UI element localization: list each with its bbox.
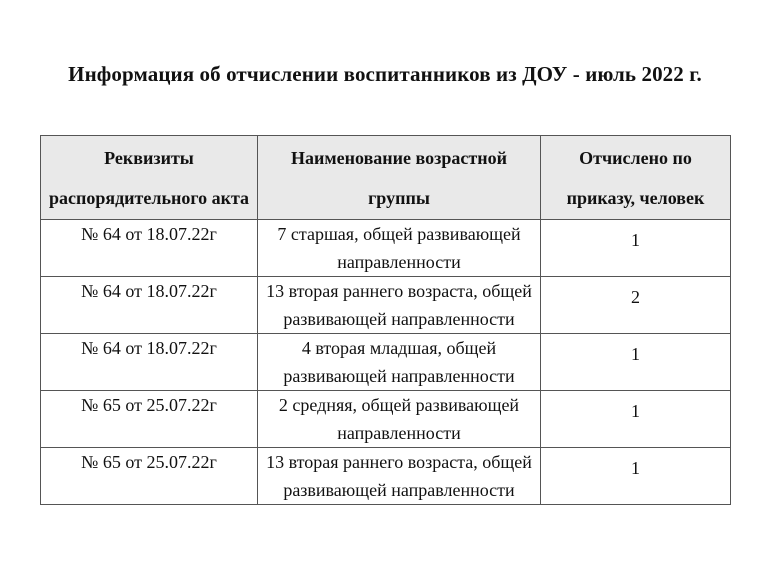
header-text: Реквизиты: [104, 147, 194, 168]
table-row: [41, 448, 731, 505]
group-line: развивающей направленности: [283, 309, 515, 329]
cell-count: [541, 220, 731, 277]
page-title: Информация об отчислении воспитанников из ДОУ - июль 2022 г.: [68, 62, 702, 86]
header-group: [258, 136, 541, 220]
cell-act: № 65 от 25.07.22г: [41, 448, 258, 505]
group-line: 7 старшая, общей развивающей: [277, 224, 521, 244]
table-row: [41, 334, 731, 391]
header-act: [41, 136, 258, 220]
group-line: 13 вторая раннего возраста, общей: [266, 281, 532, 301]
group-line: 2 средняя, общей развивающей: [278, 395, 520, 415]
table-row: [41, 277, 731, 334]
group-line: направленности: [337, 252, 461, 272]
header-count: [541, 136, 731, 220]
group-line: направленности: [337, 423, 461, 443]
header-text: Наименование возрастной: [291, 147, 507, 168]
cell-group: [258, 220, 541, 277]
cell-act: № 64 от 18.07.22г: [41, 334, 258, 391]
count-value: 1: [631, 344, 640, 364]
group-line: 4 вторая младшая, общей: [301, 338, 497, 358]
header-text: приказу, человек: [566, 187, 705, 208]
cell-group: [258, 391, 541, 448]
cell-count: [541, 391, 731, 448]
cell-group: [258, 277, 541, 334]
cell-group: [258, 448, 541, 505]
count-value: 2: [631, 287, 640, 307]
header-text: распорядительного акта: [48, 187, 250, 208]
table-row: [41, 391, 731, 448]
cell-act: № 65 от 25.07.22г: [41, 391, 258, 448]
cell-act: № 64 от 18.07.22г: [41, 220, 258, 277]
header-text: группы: [368, 187, 430, 208]
count-value: 1: [631, 230, 640, 250]
table-header-row: [41, 136, 731, 220]
group-line: развивающей направленности: [283, 366, 515, 386]
header-text: Отчислено по: [579, 147, 692, 168]
count-value: 1: [631, 458, 640, 478]
cell-group: [258, 334, 541, 391]
cell-count: [541, 277, 731, 334]
group-line: 13 вторая раннего возраста, общей: [266, 452, 532, 472]
count-value: 1: [631, 401, 640, 421]
cell-count: [541, 448, 731, 505]
cell-act: № 64 от 18.07.22г: [41, 277, 258, 334]
dismissal-table: [40, 135, 731, 505]
table-row: [41, 220, 731, 277]
cell-count: [541, 334, 731, 391]
group-line: развивающей направленности: [283, 480, 515, 500]
